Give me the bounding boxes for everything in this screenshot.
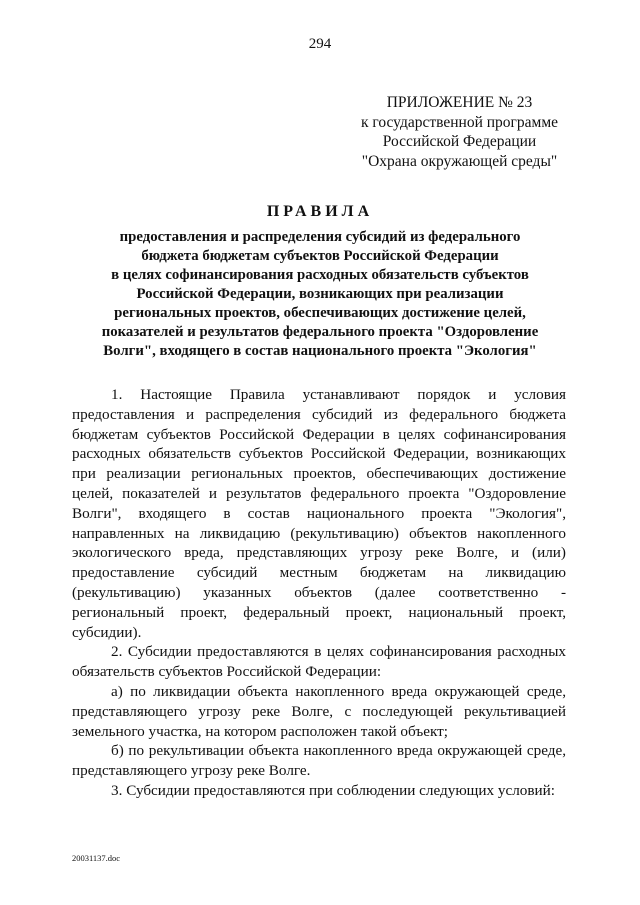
subtitle-line: в целях софинансирования расходных обязательств субъектов xyxy=(111,267,529,283)
appendix-program-line: к государственной программе xyxy=(360,113,559,131)
paragraph-2b: б) по рекультивации объекта накопленного вреда окружающей среде, представляющего угрозу реке Волге. xyxy=(72,742,566,780)
document-title: ПРАВИЛА xyxy=(266,203,374,220)
appendix-program-name: "Охрана окружающей среды" xyxy=(361,152,558,170)
subtitle-line: Волги", входящего в состав национального проекта "Экология" xyxy=(103,343,537,359)
subtitle-line: предоставления и распределения субсидий из федерального xyxy=(119,229,521,245)
appendix-header xyxy=(352,93,567,171)
document-subtitle xyxy=(0,228,640,361)
document-body xyxy=(72,385,566,801)
file-name-footer: 20031137.doc xyxy=(72,853,121,863)
appendix-federation-line: Российской Федерации xyxy=(382,133,537,150)
paragraph-2: 2. Субсидии предоставляются в целях софинансирования расходных обязательств субъектов Российской Федерации: xyxy=(72,643,566,681)
paragraph-1: 1. Настоящие Правила устанавливают порядок и условия предоставления и распределения субсидий из федерального бюджета бюджетам субъектов Российской Федерации в целях софинансирования расходных обязательств субъектов Российской Федерации, возникающих при реализации региональных проектов, обеспечивающих достижение целей, показателей и результатов федерального проекта "Оздоровление Волги", входящего в состав национального проекта "Экология", направленных на ликвидацию (рекультивацию) объектов накопленного экологического вреда, представляющих угрозу реке Волге, и (или) предоставление субсидий местным бюджетам на ликвидацию (рекультивацию) указанных объектов (далее соответственно - региональный проект, федеральный проект, национальный проект, субсидии). xyxy=(72,386,566,641)
subtitle-line: бюджета бюджетам субъектов Российской Федерации xyxy=(141,248,499,264)
subtitle-line: Российской Федерации, возникающих при реализации xyxy=(136,286,504,302)
appendix-number: ПРИЛОЖЕНИЕ № 23 xyxy=(386,94,533,111)
subtitle-line: показателей и результатов федерального проекта "Оздоровление xyxy=(101,324,539,340)
subtitle-line: региональных проектов, обеспечивающих достижение целей, xyxy=(114,305,526,321)
page-number: 294 xyxy=(308,36,332,52)
paragraph-2a: а) по ликвидации объекта накопленного вреда окружающей среде, представляющего угрозу реке Волге, с последующей рекультивацией земельного участка, на котором расположен такой объект; xyxy=(72,682,566,740)
paragraph-3: 3. Субсидии предоставляются при соблюдении следующих условий: xyxy=(111,781,556,799)
